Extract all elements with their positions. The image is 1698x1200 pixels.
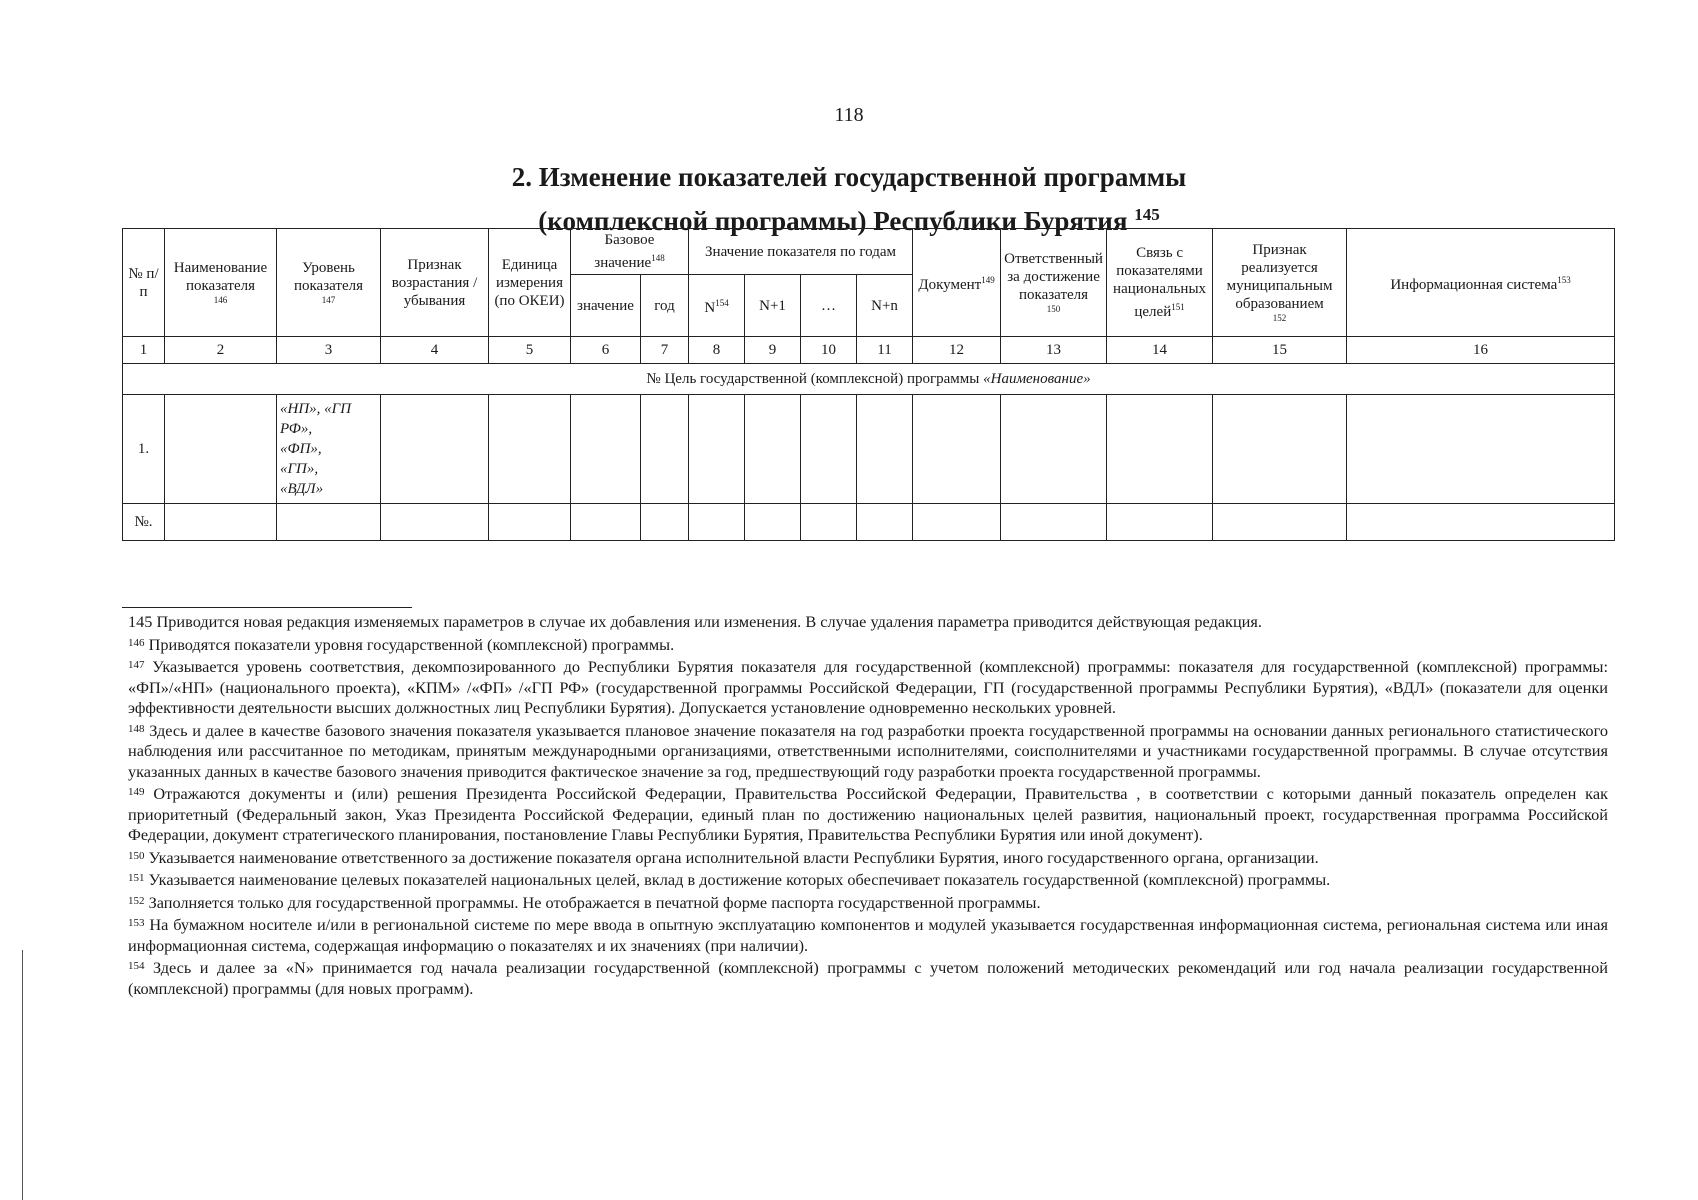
- column-number: 9: [745, 337, 801, 364]
- level-line: «ФП»,: [280, 441, 322, 457]
- col-header-base-year: год: [641, 275, 689, 337]
- table-cell: [571, 504, 641, 541]
- table-cell: [1001, 504, 1107, 541]
- col-header-unit: Единица измерения (по ОКЕИ): [489, 229, 571, 337]
- title-footnote-ref: 145: [1134, 205, 1160, 224]
- column-number: 5: [489, 337, 571, 364]
- table-cell: [801, 395, 857, 504]
- footnote-text: Заполняется только для государственной программы. Не отображается в печатной форме паспорта государственной программы.: [148, 892, 1041, 912]
- footnote-text: Отражаются документы и (или) решения Президента Российской Федерации, Правительства Российской Федерации, Правительства , в соответствии с которыми данный показатель определен как приоритетный (Федеральный закон, Указ Президента Российской Федерации, единый план по достижению национальных целей развития, национальный проект, государственная программа Российской Федерации, документ стратегического планирования, постановление Главы Республики Бурятия, Правительства Республики Бурятия или иной документ).: [128, 784, 1608, 844]
- table-cell: [165, 504, 277, 541]
- column-number: 13: [1001, 337, 1107, 364]
- col-header-level-fn: 147: [321, 295, 336, 305]
- goal-prefix: № Цель государственной (комплексной) программы: [646, 371, 980, 387]
- header-row-1: [123, 229, 1615, 275]
- col-header-document-text: Документ: [918, 277, 982, 293]
- col-header-link: [1107, 229, 1213, 337]
- footnote-num: 147: [128, 659, 145, 671]
- col-header-municipal: [1213, 229, 1347, 337]
- row-num: 1.: [123, 395, 165, 504]
- column-number: 2: [165, 337, 277, 364]
- col-header-info-system-text: Информационная система: [1390, 277, 1558, 293]
- table-cell: [381, 504, 489, 541]
- footnote-text: Указывается наименование ответственного за достижение показателя органа исполнительной власти Республики Бурятия, иного государственного органа, организации.: [148, 847, 1319, 867]
- footnote-num: 151: [128, 872, 145, 884]
- footnote: [128, 846, 1608, 869]
- footnote: [128, 913, 1608, 956]
- column-number: 8: [689, 337, 745, 364]
- footnote: [128, 612, 1608, 633]
- title-line-1: 2. Изменение показателей государственной программы: [511, 162, 1187, 192]
- footnote-num: 145: [128, 612, 153, 631]
- footnote-num: 152: [128, 894, 145, 907]
- goal-name: «Наименование»: [983, 371, 1091, 387]
- footnote-num: 150: [128, 849, 145, 862]
- column-number: 10: [801, 337, 857, 364]
- table-cell: [689, 395, 745, 504]
- footnote-text: Приводятся показатели уровня государственной (комплексной) программы.: [148, 634, 675, 654]
- footnote-num: 148: [128, 722, 145, 735]
- col-header-name-fn: 146: [213, 295, 228, 305]
- col-header-responsible-text: Ответственный за достижение показателя: [1004, 251, 1103, 303]
- footnote-text: Здесь и далее за «N» принимается год начала реализации государственной (комплексной) программы с учетом положений методических рекомендаций или год начала реализации государственной (комплексной) программы (для новых программ).: [128, 958, 1608, 998]
- column-number: 15: [1213, 337, 1347, 364]
- col-header-name: [165, 229, 277, 337]
- column-number: 16: [1347, 337, 1615, 364]
- col-header-base-fn: 148: [651, 253, 665, 263]
- col-header-info-system: [1347, 229, 1615, 337]
- footnote-divider: [122, 607, 412, 608]
- column-number: 4: [381, 337, 489, 364]
- col-header-link-fn: 151: [1171, 302, 1185, 312]
- col-header-num: № п/п: [123, 229, 165, 337]
- table-cell: [571, 395, 641, 504]
- table-cell: [277, 504, 381, 541]
- col-header-document: [913, 229, 1001, 337]
- col-header-document-fn: 149: [981, 275, 995, 285]
- title-line-2-text: (комплексной программы) Республики Бурятия: [538, 206, 1128, 236]
- table-cell: [913, 504, 1001, 541]
- col-header-base: [571, 229, 689, 275]
- footnote-num: 154: [128, 960, 145, 972]
- table-cell: [1347, 504, 1615, 541]
- col-header-level-text: Уровень показателя: [293, 260, 364, 294]
- footnotes: [128, 612, 1608, 999]
- table-cell: [913, 395, 1001, 504]
- footnote: [128, 655, 1608, 719]
- footnote-text: Указывается уровень соответствия, декомпозированного до Республики Бурятия показателя для государственной (комплексной) программы: показателя для государственной (комплексной) программы: «ФП»/«НП» (национального проекта), «КПМ» /«ФП» /«ГП РФ» (государственной программы Российской Федерации, ГП (государственной программы Республики Бурятия), «ВДЛ» (показатели для оценки эффективности деятельности высших должностных лиц Республики Бурятия). Допускается установление одновременно нескольких уровней.: [128, 657, 1608, 717]
- footnote: [128, 782, 1608, 846]
- table-cell: [165, 395, 277, 504]
- footnote: [128, 633, 1608, 656]
- level-line: «ВДЛ»: [280, 481, 324, 497]
- col-header-link-text: Связь с показателями национальных целей: [1113, 245, 1207, 320]
- footnote-num: 146: [128, 636, 145, 649]
- table-row: [123, 504, 1615, 541]
- col-header-municipal-fn: 152: [1272, 313, 1287, 323]
- footnote-text: Указывается наименование целевых показателей национальных целей, вклад в достижение которых обеспечивает показатель государственной (комплексной) программы.: [148, 870, 1331, 889]
- level-line: «НП», «ГП: [280, 401, 352, 417]
- footnote-text: Приводится новая редакция изменяемых параметров в случае их добавления или изменения. В случае удаления параметра приводится действующая редакция.: [156, 612, 1262, 631]
- col-header-nn: N+n: [857, 275, 913, 337]
- col-header-responsible: [1001, 229, 1107, 337]
- col-header-base-value: значение: [571, 275, 641, 337]
- footnote: [128, 956, 1608, 999]
- goal-row: [123, 364, 1615, 395]
- table-cell: [1107, 504, 1213, 541]
- col-header-info-system-fn: 153: [1557, 275, 1571, 285]
- col-header-n: [689, 275, 745, 337]
- footnote-num: 149: [128, 786, 145, 798]
- footnote-num: 153: [128, 917, 145, 929]
- footnote: [128, 868, 1608, 891]
- column-number: 3: [277, 337, 381, 364]
- column-number: 11: [857, 337, 913, 364]
- table-cell: [489, 504, 571, 541]
- col-header-n1: N+1: [745, 275, 801, 337]
- indicators-table: [122, 228, 1615, 541]
- table-cell: [1213, 395, 1347, 504]
- column-number: 7: [641, 337, 689, 364]
- col-header-responsible-fn: 150: [1046, 304, 1061, 314]
- page-number: 118: [834, 104, 864, 126]
- footnote-text: Здесь и далее в качестве базового значения показателя указывается плановое значение показателя на год разработки проекта государственной программы на основании данных регионального статистического наблюдения или рассчитанное по методикам, принятым международными организациями, ответственными исполнителями, соисполнителями и участниками государственной программы. В случае отсутствия указанных данных в качестве базового значения приводится фактическое значение за год, предшествующий году разработки проекта государственной программы.: [128, 720, 1608, 781]
- column-number: 6: [571, 337, 641, 364]
- table-row: [123, 395, 1615, 504]
- col-header-n-fn: 154: [715, 298, 729, 308]
- table-cell: [1107, 395, 1213, 504]
- row-num: №.: [123, 504, 165, 541]
- col-header-sign: Признак возрастания / убывания: [381, 229, 489, 337]
- table-cell: [801, 504, 857, 541]
- column-number: 1: [123, 337, 165, 364]
- goal-cell: [123, 364, 1615, 395]
- column-number: 12: [913, 337, 1001, 364]
- table-cell: [489, 395, 571, 504]
- col-header-values-by-year: Значение показателя по годам: [689, 229, 913, 275]
- col-header-name-text: Наименование показателя: [173, 260, 268, 294]
- table-cell: [745, 504, 801, 541]
- col-header-base-text: Базовое значение: [594, 232, 655, 271]
- column-number: 14: [1107, 337, 1213, 364]
- table-cell: [857, 504, 913, 541]
- table-cell: [641, 504, 689, 541]
- table-cell: [745, 395, 801, 504]
- col-header-level: [277, 229, 381, 337]
- footnote: [128, 891, 1608, 914]
- footnote-text: На бумажном носителе и/или в региональной системе по мере ввода в опытную эксплуатацию компонентов и модулей указывается государственная информационная система, региональная система или иная информационная система, содержащая информацию о показателях и их значениях (при наличии).: [128, 915, 1608, 955]
- footnote: [128, 719, 1608, 783]
- table-cell: [1347, 395, 1615, 504]
- table-cell: [381, 395, 489, 504]
- table-cell: [689, 504, 745, 541]
- col-header-municipal-text: Признак реализуется муниципальным образованием: [1226, 242, 1333, 312]
- table-cell: [641, 395, 689, 504]
- table-cell: [857, 395, 913, 504]
- table-cell: [1213, 504, 1347, 541]
- col-header-ellipsis: …: [801, 275, 857, 337]
- column-number-row: [123, 337, 1615, 364]
- level-line: «ГП»,: [280, 461, 319, 477]
- scan-margin-line: [22, 950, 23, 1200]
- level-line: РФ»,: [280, 421, 313, 437]
- level-cell: [277, 395, 381, 504]
- table-cell: [1001, 395, 1107, 504]
- col-header-n-text: N: [704, 300, 716, 316]
